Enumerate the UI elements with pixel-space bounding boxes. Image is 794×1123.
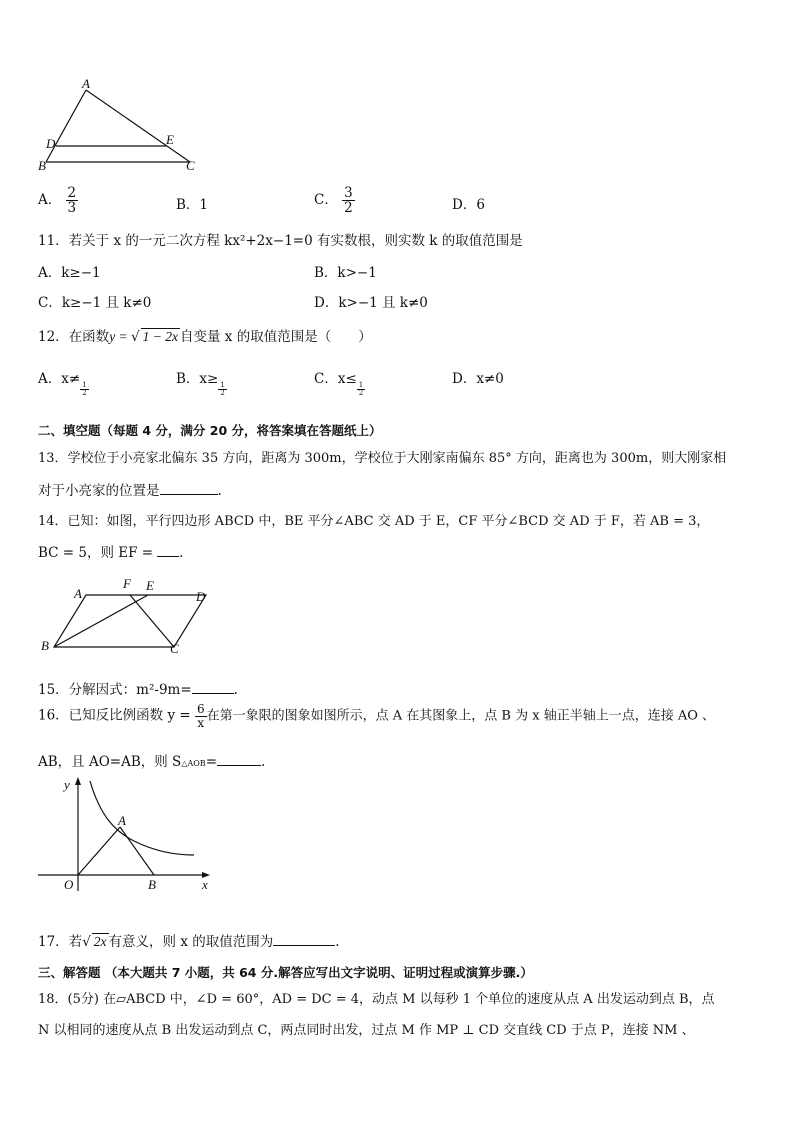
q13-line2-text: 对于小亮家的位置是: [38, 483, 160, 499]
frac-den: 2: [220, 389, 225, 397]
q10-option-b-value: 1: [199, 197, 209, 213]
q11-option-a: A．k≥−1: [38, 265, 101, 281]
q18-line1: 18．(5分) 在▱ABCD 中，∠D = 60°，AD = DC = 4，动点 M 以每秒 1 个单位的速度从点 A 出发运动到点 B，点: [38, 992, 715, 1007]
q12-option-a-label: A．x≠: [38, 371, 81, 387]
q11-stem: 11．若关于 x 的一元二次方程 kx²+2x−1=0 有实数根，则实数 k 的取值范围是: [38, 233, 523, 249]
q12-option-b-frac: [218, 382, 226, 398]
q17-line: [38, 930, 340, 950]
q16-label-o: O: [64, 877, 74, 892]
q16-line1: [38, 703, 715, 729]
q10-label-a: A: [82, 78, 90, 91]
q11-option-d: D．k>−1 且 k≠0: [314, 295, 428, 311]
q14-line2-text: BC = 5，则 EF =: [38, 545, 154, 561]
q10-option-d-label: D．: [452, 197, 477, 213]
q10-label-e: E: [166, 132, 174, 147]
q10-option-c: [314, 186, 355, 215]
section-2-title: 二、填空题（每题 4 分，满分 20 分，将答案填在答题纸上）: [38, 423, 382, 438]
q12-formula-y: y =: [109, 329, 132, 344]
q16-line2-end: .: [261, 754, 266, 770]
q12-stem-before: 12．在函数: [38, 329, 110, 345]
q14-line2: [38, 541, 183, 561]
q16-line2-text: AB，且 AO=AB，则 S: [38, 754, 182, 770]
q13-line1: 13．学校位于小亮家北偏东 35 方向，距离为 300m，学校位于大刚家南偏东 85° 方向，距离也为 300m，则大刚家相: [38, 451, 727, 466]
q16-frac: [195, 703, 207, 729]
frac-num: 1: [82, 380, 87, 389]
q14-answer-blank[interactable]: [157, 545, 179, 557]
q15-line: [38, 678, 238, 698]
q10-option-b-label: B．: [176, 197, 200, 213]
q10-option-a-frac: [66, 186, 79, 215]
q10-option-d-value: 6: [476, 197, 485, 213]
frac-num: 3: [344, 185, 353, 201]
frac-den: 2: [344, 200, 353, 217]
q11-option-b: B．k>−1: [314, 265, 377, 281]
q12-option-a-frac: [80, 382, 88, 398]
q12-formula-radicand: 1 − 2x: [142, 329, 179, 344]
q13-answer-blank[interactable]: [160, 483, 218, 495]
q11-option-c: C．k≥−1 且 k≠0: [38, 295, 152, 311]
q14-line2-end: .: [179, 545, 184, 561]
frac-num: 1: [358, 380, 364, 389]
frac-den: 2: [82, 389, 87, 397]
q15-text: 15．分解因式：m²-9m=: [38, 682, 192, 698]
q13-line2-end: .: [217, 483, 222, 499]
q17-radicand: 2x: [93, 934, 107, 949]
q10-option-c-label: C．: [314, 192, 338, 209]
q12-option-d: D．x≠0: [452, 371, 504, 387]
frac-den: 2: [358, 389, 364, 397]
sqrt-icon: √: [82, 934, 91, 950]
q12-option-b-label: B．x≥: [176, 371, 219, 387]
q10-option-b: [176, 193, 208, 213]
q16-line2-eq: =: [205, 754, 217, 770]
q16-label-a: A: [118, 813, 126, 828]
q15-answer-blank[interactable]: [192, 682, 234, 694]
q12-option-c-frac: [357, 382, 365, 398]
q16-answer-blank[interactable]: [217, 754, 261, 766]
frac-num: 1: [220, 380, 225, 389]
q12-option-a: [38, 367, 89, 397]
q14-line1: 14．已知：如图，平行四边形 ABCD 中，BE 平分∠ABC 交 AD 于 E，CF 平分∠BCD 交 AD 于 F，若 AB = 3，: [38, 514, 710, 529]
q12-option-c-label: C．x≤: [314, 371, 357, 387]
section-3-title: 三、解答题 （本大题共 7 小题，共 64 分.解答应写出文字说明、证明过程或演算步骤.）: [38, 965, 533, 980]
q15-end: .: [233, 682, 238, 698]
q12-option-c: [314, 367, 365, 397]
q14-label-e: E: [146, 578, 154, 593]
q10-option-a: [38, 186, 78, 215]
frac-den: x: [197, 715, 205, 730]
q10-triangle-figure: [34, 78, 204, 176]
q10-option-c-frac: [342, 186, 355, 215]
q12-stem: [38, 325, 372, 345]
q10-option-d: [452, 193, 485, 213]
q14-label-a: A: [74, 586, 82, 601]
q18-line2: N 以相同的速度从点 B 出发运动到点 C，两点同时出发，过点 M 作 MP ⊥ CD 交直线 CD 于点 P，连接 NM 、: [38, 1023, 695, 1038]
q14-label-d: D: [196, 589, 206, 604]
frac-num: 2: [67, 185, 77, 201]
sqrt-icon: √: [131, 329, 140, 345]
q14-label-c: C: [170, 641, 179, 656]
q17-answer-blank[interactable]: [273, 934, 335, 946]
q10-option-a-label: A．: [38, 192, 62, 209]
q16-label-y: y: [64, 777, 70, 792]
q16-line2: [38, 750, 265, 770]
q16-graph-figure: [34, 775, 214, 893]
q17-after: 有意义，则 x 的取值范围为: [108, 934, 274, 950]
q14-label-f: F: [123, 576, 131, 591]
q12-option-b: [176, 367, 227, 397]
q10-label-d: D: [46, 136, 56, 151]
q10-label-c: C: [186, 158, 195, 173]
q16-label-b: B: [148, 877, 156, 892]
frac-num: 6: [197, 702, 205, 716]
q16-line2-sub: △AOB: [181, 759, 206, 768]
q14-label-b: B: [41, 638, 49, 653]
q17-before: 17．若: [38, 934, 83, 950]
q17-end: .: [335, 934, 340, 950]
q12-stem-after: 自变量 x 的取值范围是（ ）: [180, 329, 372, 345]
q16-line1-after: 在第一象限的图象如图所示，点 A 在其图象上，点 B 为 x 轴正半轴上一点，连接 AO 、: [206, 708, 716, 724]
q16-label-x: x: [202, 877, 208, 892]
q16-line1-before: 16．已知反比例函数 y =: [38, 707, 191, 724]
q10-label-b: B: [38, 158, 46, 173]
q14-parallelogram-figure: [36, 575, 216, 657]
q13-line2: [38, 479, 222, 499]
frac-den: 3: [67, 200, 77, 217]
